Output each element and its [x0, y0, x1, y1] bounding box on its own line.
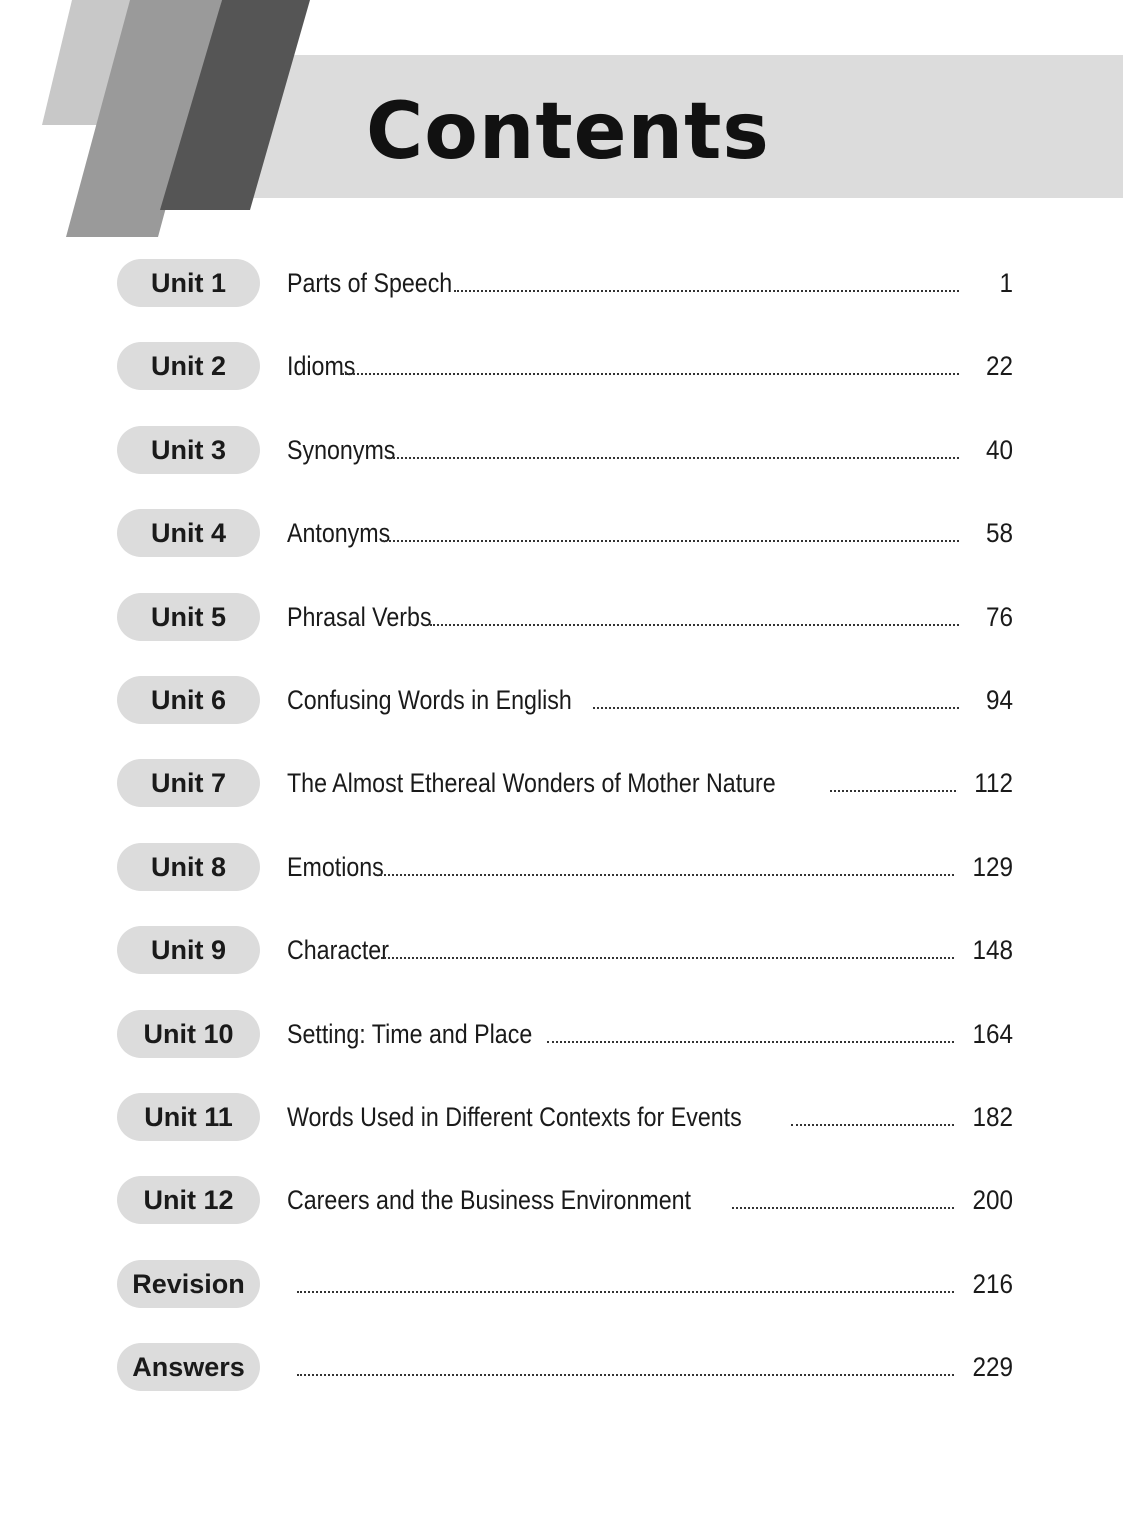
unit-badge: Unit 9: [117, 926, 260, 974]
dot-leader: [593, 707, 959, 709]
unit-badge: Unit 5: [117, 593, 260, 641]
page-number: 164: [972, 1018, 1013, 1049]
page-number: 148: [972, 935, 1013, 966]
unit-badge: Unit 10: [117, 1010, 260, 1058]
toc-entry: [287, 593, 1013, 641]
answers-badge: Answers: [117, 1343, 260, 1391]
dot-leader: [454, 290, 959, 292]
page-number: 1: [999, 268, 1013, 298]
toc-row[interactable]: [117, 1092, 1013, 1175]
toc-entry: [287, 676, 1013, 724]
table-of-contents: [117, 258, 1013, 1425]
entry-title: Character: [287, 935, 389, 966]
toc-entry: [287, 926, 1013, 974]
dot-leader: [297, 1374, 954, 1376]
toc-row-revision[interactable]: [117, 1259, 1013, 1342]
dot-leader: [732, 1207, 954, 1209]
unit-badge: Unit 7: [117, 759, 260, 807]
toc-entry: [287, 1343, 1013, 1391]
dot-leader: [430, 624, 959, 626]
toc-entry: [287, 509, 1013, 557]
entry-title: Careers and the Business Environment: [287, 1185, 691, 1216]
entry-title: Emotions: [287, 851, 384, 882]
entry-title: Confusing Words in English: [287, 684, 572, 715]
toc-entry: [287, 759, 1013, 807]
toc-entry: [287, 1010, 1013, 1058]
toc-row[interactable]: [117, 1175, 1013, 1258]
toc-entry: [287, 342, 1013, 390]
toc-row[interactable]: [117, 592, 1013, 675]
page-number: 94: [985, 684, 1013, 715]
toc-row[interactable]: [117, 258, 1013, 341]
toc-entry: [287, 1093, 1013, 1141]
page-number: 200: [972, 1185, 1013, 1216]
dot-leader: [381, 957, 954, 959]
toc-row[interactable]: [117, 425, 1013, 508]
page-number: 216: [972, 1268, 1013, 1299]
unit-badge: Unit 12: [117, 1176, 260, 1224]
page-number: 22: [985, 351, 1013, 382]
page-number: 129: [972, 851, 1013, 882]
toc-row[interactable]: [117, 758, 1013, 841]
unit-badge: Unit 1: [117, 259, 260, 307]
revision-badge: Revision: [117, 1260, 260, 1308]
unit-badge: Unit 8: [117, 843, 260, 891]
unit-badge: Unit 2: [117, 342, 260, 390]
unit-badge: Unit 3: [117, 426, 260, 474]
toc-entry: [287, 426, 1013, 474]
toc-row-answers[interactable]: [117, 1342, 1013, 1425]
page-number: 182: [972, 1101, 1013, 1132]
entry-title: Synonyms: [287, 434, 396, 465]
unit-badge: Unit 4: [117, 509, 260, 557]
dot-leader: [547, 1041, 954, 1043]
toc-entry: [287, 843, 1013, 891]
unit-badge: Unit 11: [117, 1093, 260, 1141]
entry-title: Idioms: [287, 351, 356, 382]
toc-row[interactable]: [117, 508, 1013, 591]
dot-leader: [297, 1291, 954, 1293]
dot-leader: [791, 1124, 954, 1126]
dot-leader: [388, 457, 959, 459]
page-number: 76: [985, 601, 1013, 632]
toc-entry: [287, 259, 1013, 307]
toc-row[interactable]: [117, 1009, 1013, 1092]
toc-row[interactable]: [117, 925, 1013, 1008]
page-number: 112: [974, 768, 1013, 799]
entry-title: Words Used in Different Contexts for Events: [287, 1101, 742, 1132]
page-number: 40: [985, 434, 1013, 465]
toc-row[interactable]: [117, 675, 1013, 758]
entry-title: Phrasal Verbs: [287, 601, 432, 632]
page-number: 58: [985, 518, 1013, 549]
unit-badge: Unit 6: [117, 676, 260, 724]
entry-title: Setting: Time and Place: [287, 1018, 533, 1049]
entry-title: The Almost Ethereal Wonders of Mother Nature: [287, 768, 776, 799]
toc-entry: [287, 1260, 1013, 1308]
toc-entry: [287, 1176, 1013, 1224]
entry-title: Antonyms: [287, 518, 391, 549]
toc-row[interactable]: [117, 341, 1013, 424]
dot-leader: [342, 373, 960, 375]
entry-title: Parts of Speech: [287, 268, 453, 298]
header-stripes-decoration: [0, 0, 330, 250]
dot-leader: [830, 790, 956, 792]
page-number: 229: [972, 1352, 1013, 1383]
page-title: Contents: [366, 87, 770, 177]
toc-row[interactable]: [117, 842, 1013, 925]
dot-leader: [375, 874, 954, 876]
dot-leader: [382, 540, 959, 542]
